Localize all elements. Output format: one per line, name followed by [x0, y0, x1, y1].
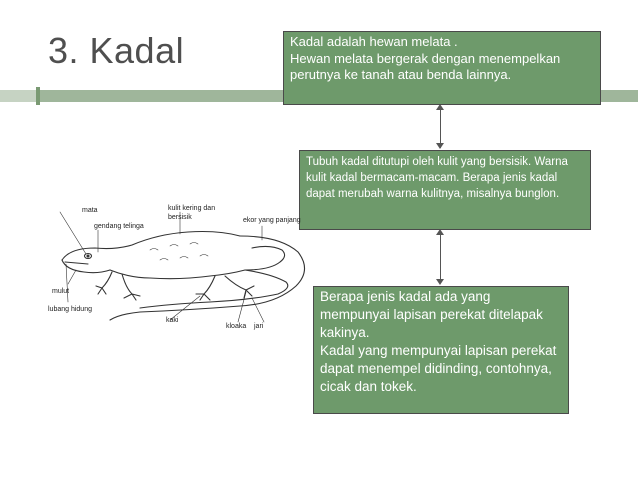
title-band-left	[0, 90, 36, 102]
label-jari: jari	[254, 323, 264, 330]
arrow-down-icon	[436, 143, 444, 149]
connector-line-top	[440, 108, 441, 148]
label-mata: mata	[82, 207, 98, 214]
info-box-melata-text: Kadal adalah hewan melata . Hewan melata bergerak dengan menempelkan perutnya ke tanah atau benda lainnya.	[290, 34, 561, 82]
connector-line-bottom	[440, 233, 441, 283]
label-ekor: ekor yang panjang	[243, 217, 301, 224]
label-mulut: mulut	[52, 288, 70, 295]
info-box-perekat-text: Berapa jenis kadal ada yang mempunyai lapisan perekat ditelapak kakinya. Kadal yang mempunyai lapisan perekat dapat menempel didinding, contohnya, cicak dan tokek.	[320, 289, 557, 394]
slide-title: 3. Kadal	[48, 30, 185, 71]
info-box-kulit	[299, 150, 591, 230]
label-lubang-hidung: lubang hidung	[48, 306, 92, 313]
info-box-kulit-text: Tubuh kadal ditutupi oleh kulit yang bersisik. Warna kulit kadal bermacam-macam. Berapa jenis kadal dapat merubah warna kulitnya, misalnya bunglon.	[306, 156, 568, 200]
label-kloaka: kloaka	[226, 323, 247, 330]
label-kulit: kulit kering dan bersisik	[168, 205, 216, 221]
label-gendang-telinga: gendang telinga	[94, 223, 144, 230]
arrow-down-icon	[436, 279, 444, 285]
label-kaki: kaki	[166, 317, 179, 324]
info-box-melata	[283, 31, 601, 105]
info-box-perekat	[313, 286, 569, 414]
